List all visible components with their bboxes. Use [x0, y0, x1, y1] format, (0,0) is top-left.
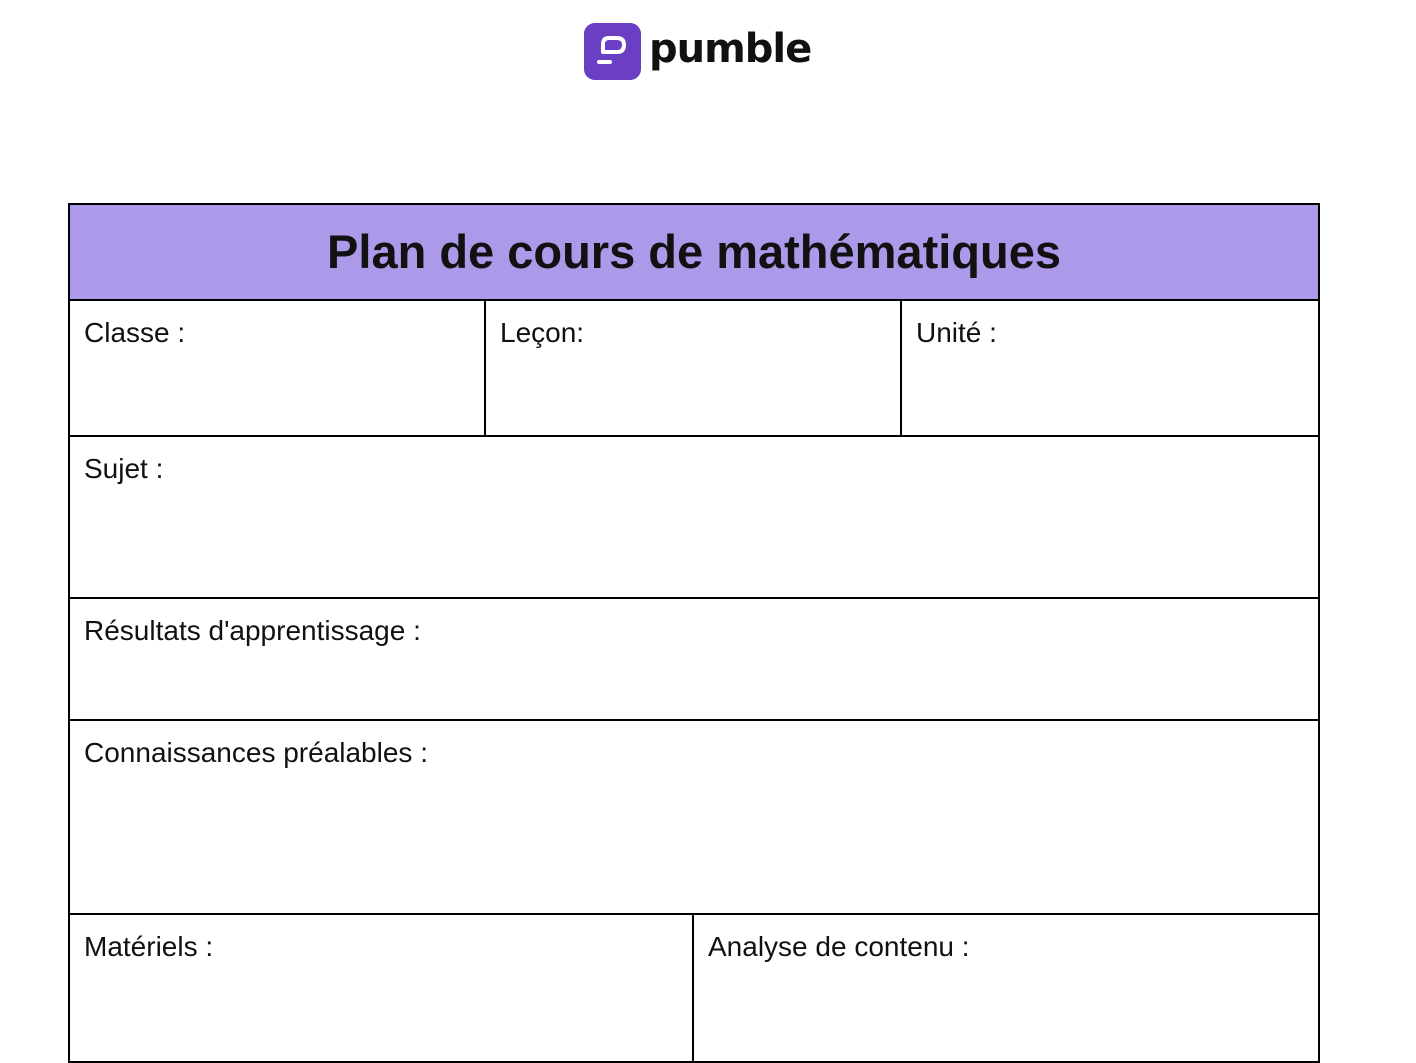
prior-knowledge-field[interactable]: Connaissances préalables :	[69, 720, 1319, 914]
unite-field[interactable]: Unité :	[901, 300, 1319, 436]
brand-header	[584, 22, 811, 80]
lecon-field[interactable]: Leçon:	[485, 300, 901, 436]
learning-outcomes-field[interactable]: Résultats d'apprentissage :	[69, 598, 1319, 720]
document-title: Plan de cours de mathématiques	[69, 204, 1319, 300]
brand-name: pumble	[649, 26, 812, 72]
content-analysis-field[interactable]: Analyse de contenu :	[693, 914, 1319, 1062]
sujet-field[interactable]: Sujet :	[69, 436, 1319, 598]
lesson-plan-table	[68, 203, 1320, 1063]
classe-field[interactable]: Classe :	[69, 300, 485, 436]
materials-field[interactable]: Matériels :	[69, 914, 693, 1062]
pumble-logo-icon	[584, 23, 641, 80]
